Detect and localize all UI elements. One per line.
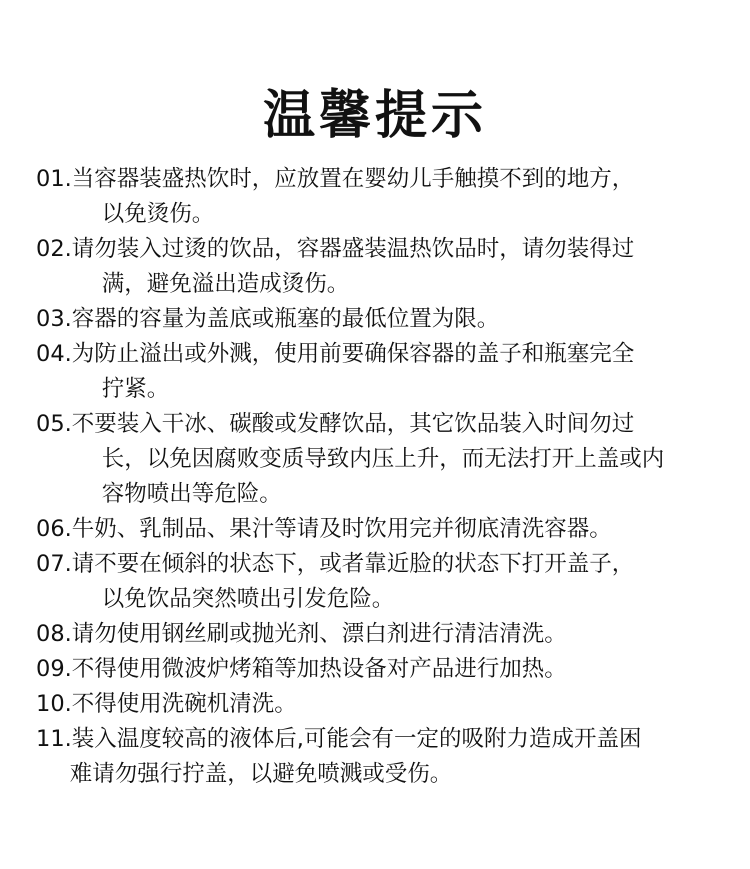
list-item	[36, 302, 716, 337]
item-line: 不得使用微波炉烤箱等加热设备对产品进行加热。	[71, 656, 567, 682]
item-text	[72, 687, 716, 722]
item-text	[72, 162, 716, 232]
item-text	[72, 232, 716, 302]
item-line: 以免烫伤。	[101, 201, 215, 227]
list-item	[36, 407, 716, 512]
item-text	[72, 302, 716, 337]
item-number: 06.	[36, 516, 72, 542]
item-text	[72, 617, 716, 652]
item-line: 满，避免溢出造成烫伤。	[101, 271, 350, 297]
item-number: 02.	[36, 236, 72, 262]
item-number: 04.	[36, 341, 72, 367]
item-text	[69, 722, 716, 792]
list-item	[36, 512, 716, 547]
item-line: 请勿装入过烫的饮品，容器盛装温热饮品时，请勿装得过	[71, 236, 635, 262]
item-text	[72, 547, 716, 617]
item-line: 不要装入干冰、碳酸或发酵饮品，其它饮品装入时间勿过	[71, 411, 635, 437]
item-number: 11.	[36, 726, 72, 752]
list-item	[36, 652, 716, 687]
item-line: 当容器装盛热饮时，应放置在婴幼儿手触摸不到的地方，	[71, 166, 635, 192]
list-item	[36, 687, 716, 722]
item-line: 难请勿强行拧盖，以避免喷溅或受伤。	[69, 761, 453, 787]
item-number: 10.	[36, 691, 72, 717]
item-line: 长，以免因腐败变质导致内压上升，而无法打开上盖或内	[101, 446, 665, 472]
item-line: 牛奶、乳制品、果汁等请及时饮用完并彻底清洗容器。	[71, 516, 612, 542]
list-item	[36, 162, 716, 232]
page-title: 温馨提示	[262, 85, 487, 146]
item-text	[72, 337, 716, 407]
item-text	[72, 407, 716, 512]
item-text	[72, 512, 716, 547]
list-item	[36, 337, 716, 407]
item-line: 容物喷出等危险。	[101, 481, 282, 507]
item-line: 容器的容量为盖底或瓶塞的最低位置为限。	[71, 306, 500, 332]
list-item	[36, 617, 716, 652]
notice-list	[36, 162, 716, 792]
list-item	[36, 547, 716, 617]
item-line: 为防止溢出或外溅，使用前要确保容器的盖子和瓶塞完全	[71, 341, 635, 367]
item-text	[72, 652, 716, 687]
item-line: 装入温度较高的液体后,可能会有一定的吸附力造成开盖困	[71, 726, 642, 752]
item-line: 请不要在倾斜的状态下，或者靠近脸的状态下打开盖子，	[71, 551, 635, 577]
item-number: 09.	[36, 656, 72, 682]
item-number: 01.	[36, 166, 72, 192]
item-number: 03.	[36, 306, 72, 332]
list-item	[36, 232, 716, 302]
item-number: 07.	[36, 551, 72, 577]
item-line: 请勿使用钢丝刷或抛光剂、漂白剂进行清洁清洗。	[71, 621, 567, 647]
item-number: 08.	[36, 621, 72, 647]
item-line: 不得使用洗碗机清洗。	[71, 691, 297, 717]
list-item	[36, 722, 716, 792]
item-number: 05.	[36, 411, 72, 437]
item-line: 拧紧。	[101, 376, 170, 402]
item-line: 以免饮品突然喷出引发危险。	[101, 586, 395, 612]
